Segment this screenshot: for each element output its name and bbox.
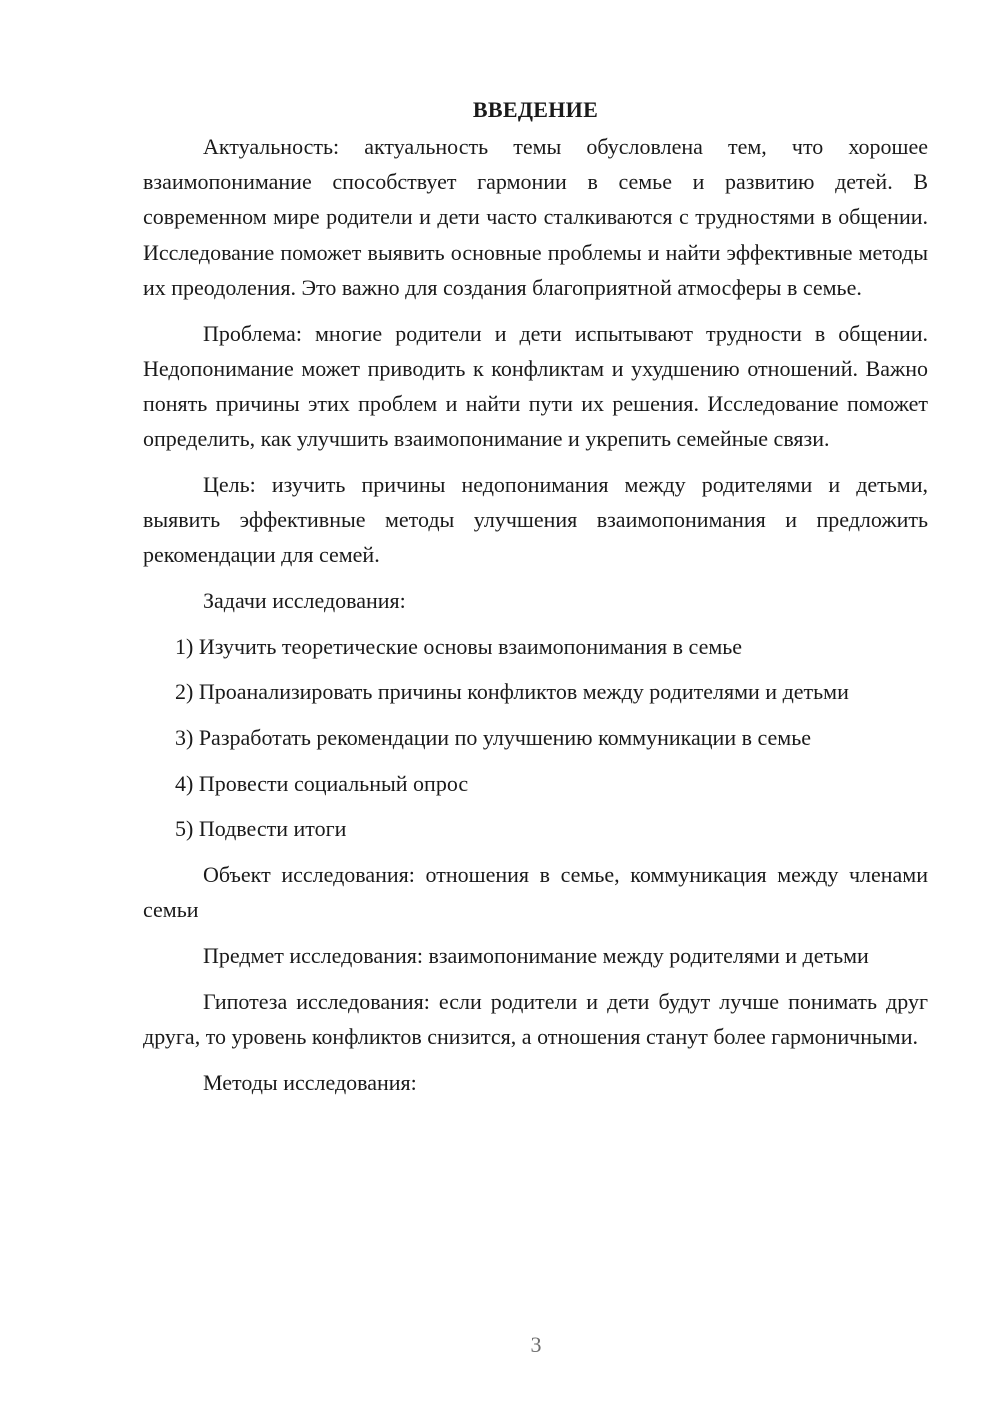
relevance-paragraph: Актуальность: актуальность темы обусловлена тем, что хорошее взаимопонимание способствует гармонии в семье и развитию детей. В современном мире родители и дети часто сталкиваются с трудностями в общении. Исследование поможет выявить основные проблемы и найти эффективные методы их преодоления. Это важно для создания благоприятной атмосферы в семье. — [143, 134, 928, 300]
object-paragraph: Объект исследования: отношения в семье, коммуникация между членами семьи — [143, 862, 928, 923]
hypothesis-paragraph: Гипотеза исследования: если родители и дети будут лучше понимать друг друга, то уровень конфликтов снизится, а отношения станут более гармоничными. — [143, 988, 928, 1049]
task-item: 3) Разработать рекомендации по улучшению коммуникации в семье — [175, 725, 811, 751]
task-item: 1) Изучить теоретические основы взаимопонимания в семье — [175, 633, 743, 659]
section-title: ВВЕДЕНИЕ — [472, 97, 599, 122]
task-item: 2) Проанализировать причины конфликтов между родителями и детьми — [175, 679, 849, 705]
subject-paragraph: Предмет исследования: взаимопонимание между родителями и детьми — [203, 943, 869, 969]
task-item: 4) Провести социальный опрос — [175, 770, 469, 796]
goal-paragraph: Цель: изучить причины недопонимания между родителями и детьми, выявить эффективные методы улучшения взаимопонимания и предложить рекомендации для семей. — [143, 471, 928, 568]
methods-heading: Методы исследования: — [203, 1069, 417, 1095]
task-item: 5) Подвести итоги — [175, 816, 347, 842]
problem-paragraph: Проблема: многие родители и дети испытывают трудности в общении. Недопонимание может приводить к конфликтам и ухудшению отношений. Важно понять причины этих проблем и найти пути их решения. Исследование поможет определить, как улучшить взаимопонимание и укрепить семейные связи. — [143, 320, 928, 452]
page-number: 3 — [530, 1332, 542, 1357]
tasks-heading: Задачи исследования: — [203, 587, 406, 613]
page-content — [143, 92, 928, 1110]
